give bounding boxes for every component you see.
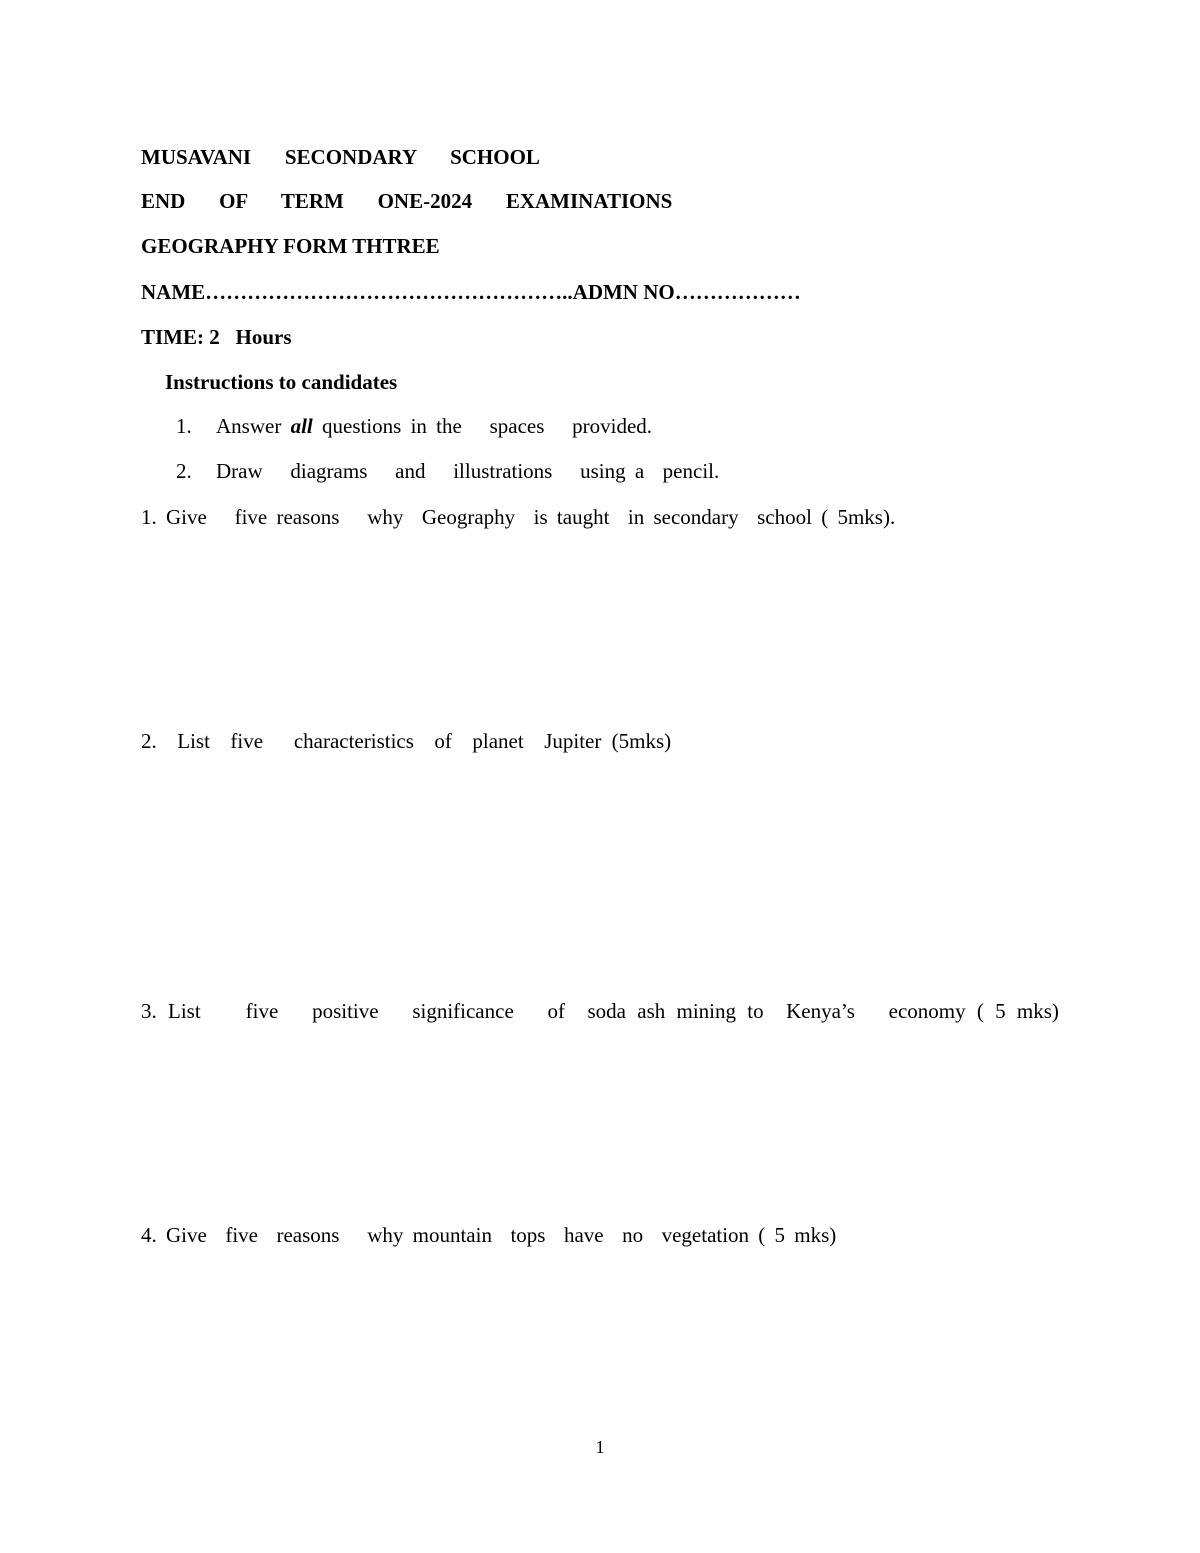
instruction-text-before: Answer <box>216 414 291 438</box>
instruction-number: 1. <box>176 414 192 438</box>
question-1: 1. Give five reasons why Geography is taught in secondary school ( 5mks). <box>141 505 896 529</box>
instruction-item <box>216 413 652 439</box>
instruction-emphasis: all <box>290 414 313 438</box>
subject-title: GEOGRAPHY FORM THTREE <box>141 234 440 258</box>
question-4: 4. Give five reasons why mountain tops have no vegetation ( 5 mks) <box>141 1223 837 1247</box>
page-number: 1 <box>595 1437 605 1457</box>
question-3: 3. List five positive significance of soda ash mining to Kenya’s economy ( 5 mks) <box>141 999 1059 1023</box>
exam-title: END OF TERM ONE-2024 EXAMINATIONS <box>141 189 673 213</box>
exam-time: TIME: 2 Hours <box>141 325 292 349</box>
instruction-item: Draw diagrams and illustrations using a pencil. <box>216 459 720 483</box>
question-2: 2. List five characteristics of planet Jupiter (5mks) <box>141 729 672 753</box>
instruction-text-after: questions in the spaces provided. <box>312 414 653 438</box>
school-name: MUSAVANI SECONDARY SCHOOL <box>141 145 540 169</box>
instructions-title: Instructions to candidates <box>165 370 398 394</box>
instruction-number: 2. <box>176 459 192 483</box>
name-admission-line: NAME……………………………………………..ADMN NO……………… <box>141 280 801 304</box>
